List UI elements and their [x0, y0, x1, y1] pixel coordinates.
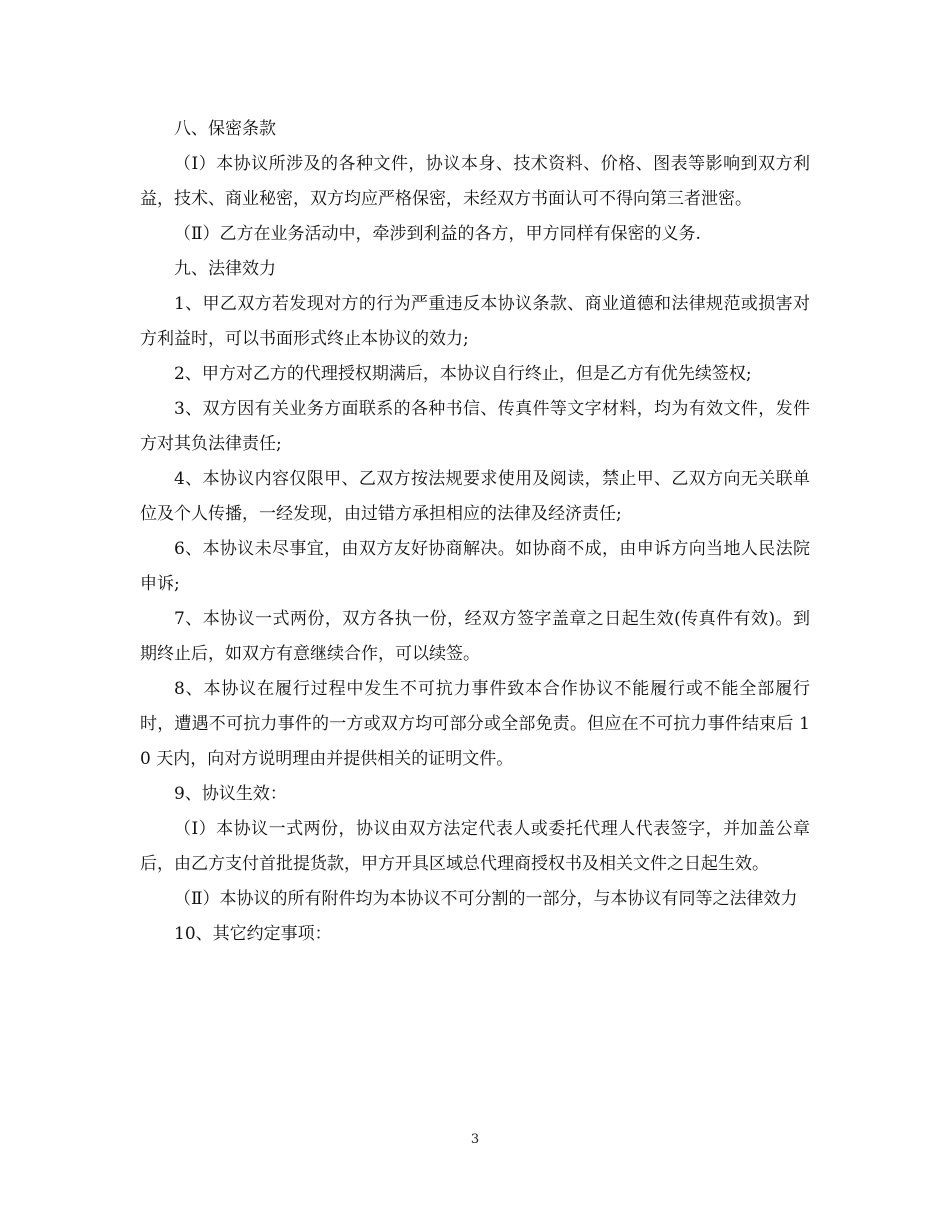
legal-effect-item-6: 6、本协议未尽事宜，由双方友好协商解决。如协商不成，由申诉方向当地人民法院申诉; [140, 539, 810, 594]
legal-effect-item-1: 1、甲乙双方若发现对方的行为严重违反本协议条款、商业道德和法律规范或损害对方利益时，可以书面形式终止本协议的效力; [140, 294, 810, 349]
document-body [140, 112, 810, 952]
legal-effect-item-2: 2、甲方对乙方的代理授权期满后，本协议自行终止，但是乙方有优先续签权; [174, 364, 752, 384]
confidentiality-clause-1: （Ⅰ）本协议所涉及的各种文件，协议本身、技术资料、价格、图表等影响到双方利 益，技术、商业秘密，双方均应严格保密，未经双方书面认可不得向第三者泄密。 [140, 154, 810, 209]
page-number: 3 [470, 1132, 480, 1147]
legal-effect-item-7: 7、本协议一式两份，双方各执一份，经双方签字盖章之日起生效(传真件有效)。到期终止后，如双方有意继续合作，可以续签。 [140, 609, 810, 664]
confidentiality-clause-2: （Ⅱ）乙方在业务活动中，牵涉到利益的各方，甲方同样有保密的义务. [174, 224, 701, 244]
effectiveness-clause-1: （Ⅰ）本协议一式两份，协议由双方法定代表人或委托代理人代表签字，并加盖公章后，由乙方支付首批提货款，甲方开具区域总代理商授权书及相关文件之日起生效。 [140, 819, 810, 874]
legal-effect-item-3: 3、双方因有关业务方面联系的各种书信、传真件等文字材料，均为有效文件，发件方对其负法律责任; [140, 399, 810, 454]
section-heading-legal-effect: 九、法律效力 [174, 259, 276, 279]
section-heading-confidentiality: 八、保密条款 [174, 119, 276, 139]
section-heading-agreement-effectiveness: 9、协议生效： [174, 784, 287, 804]
legal-effect-item-4: 4、本协议内容仅限甲、乙双方按法规要求使用及阅读，禁止甲、乙双方向无关联单位及个人传播，一经发现，由过错方承担相应的法律及经济责任; [140, 469, 810, 524]
section-heading-other-matters: 10、其它约定事项： [174, 924, 332, 944]
effectiveness-clause-2: （Ⅱ）本协议的所有附件均为本协议不可分割的一部分，与本协议有同等之法律效力 [174, 889, 798, 909]
legal-effect-item-8: 8、本协议在履行过程中发生不可抗力事件致本合作协议不能履行或不能全部履行时，遭遇不可抗力事件的一方或双方均可部分或全部免责。但应在不可抗力事件结束后 10 天内，向对方说明理由并提供相关的证明文件。 [140, 679, 810, 769]
